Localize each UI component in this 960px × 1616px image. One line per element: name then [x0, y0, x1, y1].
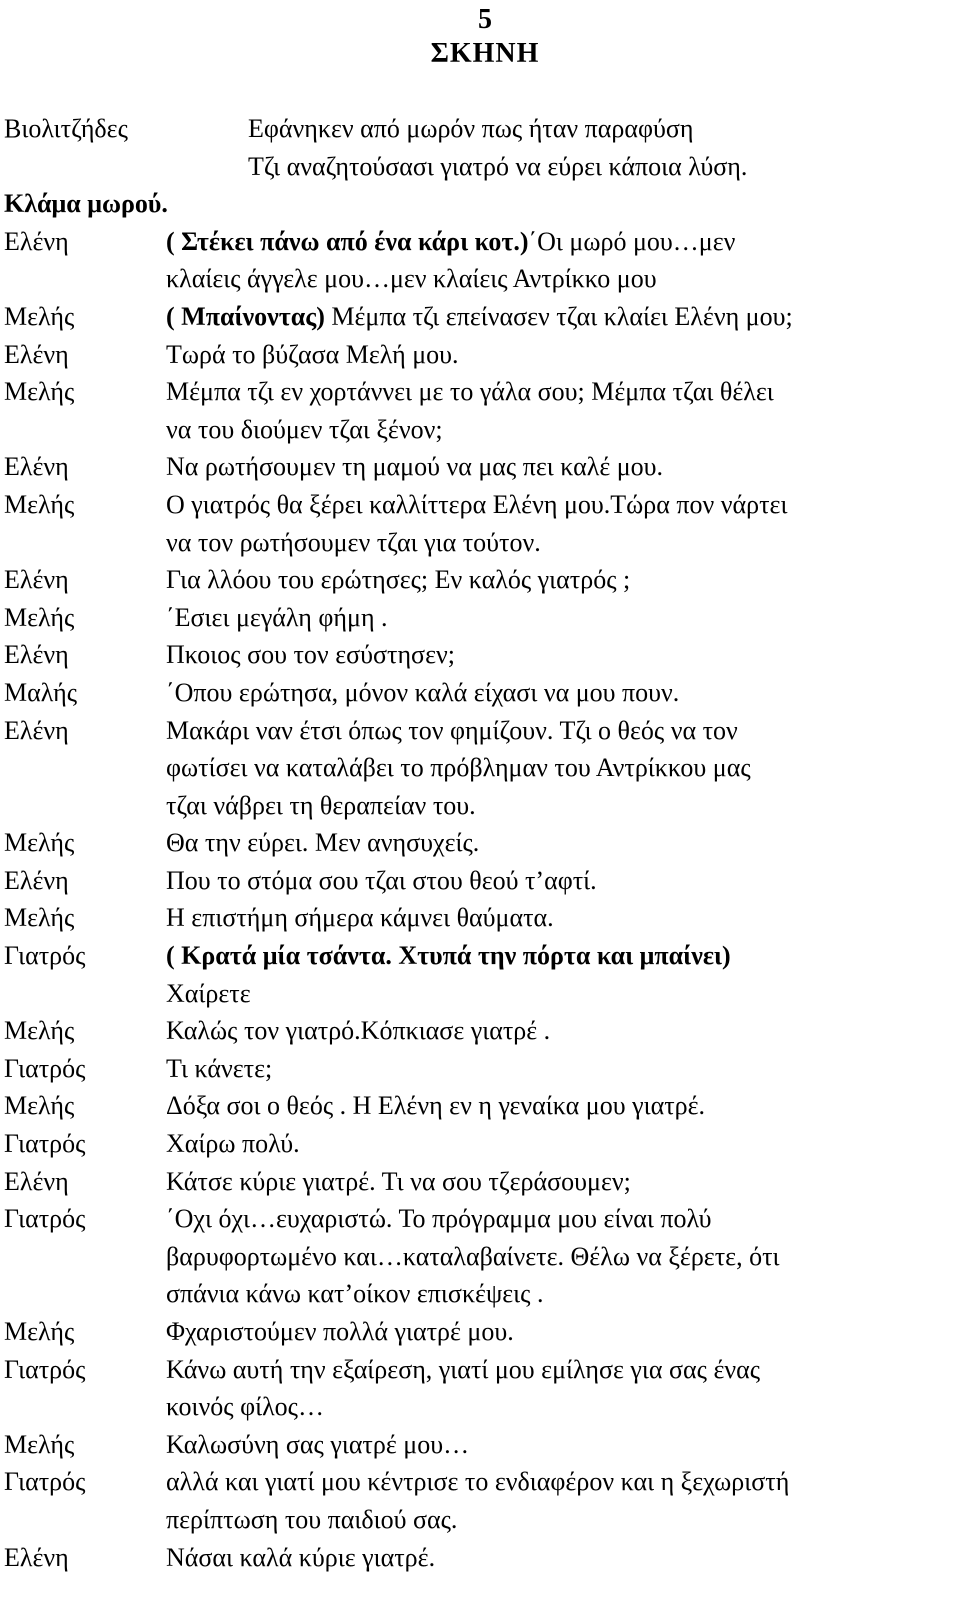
dialogue-line — [166, 1238, 956, 1276]
dialogue-text: κλαίεις άγγελε μου…μεν κλαίεις Αντρίκκο μου — [166, 264, 657, 294]
speaker-name: Γιατρός — [4, 1467, 86, 1497]
dialogue-text: Χαίρετε — [166, 978, 251, 1008]
dialogue-text: Καλωσύνη σας γιατρέ μου… — [166, 1429, 470, 1459]
dialogue-line — [166, 223, 956, 261]
dialogue-line — [166, 1539, 956, 1577]
dialogue-lines — [166, 373, 956, 448]
dialogue-entry — [4, 712, 956, 825]
dialogue-text: βαρυφορτωμένο και…καταλαβαίνετε. Θέλω να ξέρετε, ότι — [166, 1241, 780, 1271]
dialogue-entry — [4, 448, 956, 486]
dialogue-lines — [166, 1351, 956, 1426]
dialogue-lines — [166, 298, 956, 336]
dialogue-line — [166, 1200, 956, 1238]
dialogue-line — [166, 636, 956, 674]
dialogue-line — [166, 1313, 956, 1351]
scene-title: ΣΚΗΝΗ — [430, 38, 540, 69]
dialogue-entry — [4, 862, 956, 900]
dialogue-line — [166, 1050, 956, 1088]
dialogue-text: τζαι νάβρει τη θεραπείαν του. — [166, 790, 476, 820]
speaker-name: Ελένη — [4, 1542, 69, 1572]
dialogue-line — [166, 1501, 956, 1539]
speaker-name: Μελής — [4, 1091, 75, 1121]
dialogue-lines — [166, 1087, 956, 1125]
stage-direction-inline: ( Μπαίνοντας) — [166, 301, 325, 331]
dialogue-text: Η επιστήμη σήμερα κάμνει θαύματα. — [166, 903, 554, 933]
dialogue-entry — [4, 824, 956, 862]
speaker-name: Βιολιτζήδες — [4, 114, 128, 143]
dialogue-line — [166, 1351, 956, 1389]
dialogue-text: Κάτσε κύριε γιατρέ. Τι να σου τζεράσουμεν; — [166, 1166, 631, 1196]
dialogue-line — [166, 899, 956, 937]
dialogue-line — [166, 1125, 956, 1163]
dialogue-entry — [4, 373, 956, 448]
dialogue-line — [166, 448, 956, 486]
dialogue-line — [166, 336, 956, 374]
dialogue-line — [166, 1087, 956, 1125]
dialogue-entry — [4, 1087, 956, 1125]
dialogue-entry — [4, 1050, 956, 1088]
dialogue-text: Τωρά το βύζασα Μελή μου. — [166, 339, 459, 369]
dialogue-entry — [4, 1313, 956, 1351]
dialogue-lines — [166, 599, 956, 637]
dialogue-text: Φχαριστούμεν πολλά γιατρέ μου. — [166, 1317, 514, 1346]
dialogue-line — [166, 411, 956, 449]
dialogue-line — [166, 1426, 956, 1464]
dialogue-text: περίπτωση του παιδιού σας. — [166, 1504, 458, 1534]
script-body — [4, 110, 956, 1576]
speaker-name: Ελένη — [4, 1166, 69, 1196]
dialogue-lines — [166, 1313, 956, 1351]
dialogue-lines — [166, 486, 956, 561]
dialogue-text: να τον ρωτήσουμεν τζαι για τούτον. — [166, 527, 541, 557]
dialogue-lines — [166, 1463, 956, 1538]
dialogue-text: Καλώς τον γιατρό.Κόπκιασε γιατρέ . — [166, 1016, 551, 1046]
dialogue-text: Νάσαι καλά κύριε γιατρέ. — [166, 1542, 436, 1572]
dialogue-entry — [4, 636, 956, 674]
dialogue-lines — [166, 674, 956, 712]
speaker-name: Ελένη — [4, 640, 69, 670]
dialogue-lines — [166, 448, 956, 486]
dialogue-text: φωτίσει να καταλάβει το πρόβλημαν του Αντρίκκου μας — [166, 753, 751, 783]
dialogue-text: Για λλόου του ερώτησες; Εν καλός γιατρός ; — [166, 565, 631, 595]
dialogue-line — [166, 1388, 956, 1426]
dialogue-text: Τι κάνετε; — [166, 1053, 273, 1083]
dialogue-text: Μέμπα τζι εν χορτάννει με το γάλα σου; Μέμπα τζαι θέλει — [166, 377, 774, 407]
dialogue-entry — [4, 1426, 956, 1464]
dialogue-lines — [166, 1163, 956, 1201]
dialogue-line — [166, 298, 956, 336]
speaker-name: Μελής — [4, 903, 75, 933]
speaker-name: Ελένη — [4, 339, 69, 369]
page-number: 5 — [478, 4, 492, 35]
speaker-name: Μαλής — [4, 677, 78, 707]
speaker-name: Γιατρός — [4, 1129, 86, 1159]
dialogue-entry — [4, 1351, 956, 1426]
dialogue-line — [166, 524, 956, 562]
dialogue-entry — [4, 1463, 956, 1538]
dialogue-lines — [166, 862, 956, 900]
dialogue-line — [166, 787, 956, 825]
speaker-name: Γιατρός — [4, 1053, 86, 1083]
dialogue-lines — [166, 937, 956, 1012]
dialogue-text: ΄Οι μωρό μου…μεν — [528, 226, 736, 256]
dialogue-entry — [4, 1200, 956, 1313]
dialogue-lines — [166, 1426, 956, 1464]
dialogue-text: Να ρωτήσουμεν τη μαμού να μας πει καλέ μου. — [166, 452, 664, 482]
dialogue-lines — [166, 1125, 956, 1163]
dialogue-lines — [166, 1200, 956, 1313]
speaker-name: Ελένη — [4, 452, 69, 482]
dialogue-text: Μακάρι ναν έτσι όπως τον φημίζουν. Τζι ο θεός να τον — [166, 715, 738, 745]
dialogue-text: Πκοιος σου τον εσύστησεν; — [166, 640, 455, 670]
dialogue-line — [166, 1275, 956, 1313]
speaker-name: Μελής — [4, 828, 75, 858]
speaker-name: Μελής — [4, 377, 75, 407]
dialogue-line — [248, 110, 956, 148]
dialogue-line — [166, 1012, 956, 1050]
speaker-name: Μελής — [4, 1429, 75, 1459]
dialogue-entry — [4, 298, 956, 336]
dialogue-lines — [166, 336, 956, 374]
speaker-name: Ελένη — [4, 715, 69, 745]
dialogue-line — [166, 486, 956, 524]
dialogue-text: Τζι αναζητούσασι γιατρό να εύρει κάποια λύση. — [248, 151, 748, 181]
dialogue-text: Μέμπα τζι επείνασεν τζαι κλαίει Ελένη μου; — [324, 301, 793, 331]
speaker-name: Ελένη — [4, 865, 69, 895]
dialogue-line — [166, 975, 956, 1013]
dialogue-line — [166, 373, 956, 411]
speaker-name: Μελής — [4, 489, 75, 519]
speaker-name: Ελένη — [4, 565, 69, 595]
dialogue-line — [166, 260, 956, 298]
speaker-name: Γιατρός — [4, 941, 86, 971]
speaker-name: Μελής — [4, 602, 75, 632]
stage-direction-inline: ( Στέκει πάνω από ένα κάρι κοτ.) — [166, 226, 529, 256]
dialogue-text: Κάνω αυτή την εξαίρεση, γιατί μου εμίλησε για σας ένας — [166, 1354, 761, 1384]
stage-direction-inline: ( Κρατά μία τσάντα. Χτυπά την πόρτα και μπαίνει) — [166, 941, 731, 971]
dialogue-entry — [4, 1125, 956, 1163]
dialogue-text: ΄Οχι όχι…ευχαριστώ. Το πρόγραμμα μου είναι πολύ — [166, 1204, 712, 1234]
dialogue-text: Ο γιατρός θα ξέρει καλλίττερα Ελένη μου.Τώρα πον νάρτει — [166, 489, 788, 519]
dialogue-line — [166, 749, 956, 787]
dialogue-line — [166, 599, 956, 637]
dialogue-text: Χαίρω πολύ. — [166, 1129, 300, 1159]
dialogue-lines — [166, 1050, 956, 1088]
dialogue-entry — [4, 223, 956, 298]
dialogue-text: ΄Οπου ερώτησα, μόνον καλά είχασι να μου πουν. — [166, 677, 680, 707]
dialogue-text: Δόξα σοι ο θεός . Η Ελένη εν η γεναίκα μου γιατρέ. — [166, 1091, 706, 1121]
dialogue-lines — [248, 110, 956, 185]
dialogue-lines — [166, 1012, 956, 1050]
speaker-name: Μελής — [4, 1317, 75, 1346]
speaker-name: Γιατρός — [4, 1354, 86, 1384]
dialogue-line — [166, 712, 956, 750]
dialogue-lines — [166, 1539, 956, 1577]
speaker-name: Μελής — [4, 301, 75, 331]
dialogue-entry — [4, 1539, 956, 1577]
dialogue-text: σπάνια κάνω κατ’οίκον επισκέψεις . — [166, 1279, 544, 1309]
stage-direction — [4, 185, 956, 223]
dialogue-lines — [166, 824, 956, 862]
dialogue-text: ΄Εσιει μεγάλη φήμη . — [166, 602, 388, 632]
dialogue-entry — [4, 937, 956, 1012]
dialogue-text: κοινός φίλος… — [166, 1392, 324, 1422]
dialogue-line — [166, 1463, 956, 1501]
stage-direction-text: Κλάμα μωρού. — [4, 189, 168, 219]
dialogue-text: να του διούμεν τζαι ξένον; — [166, 414, 443, 444]
dialogue-text: αλλά και γιατί μου κέντρισε το ενδιαφέρον και η ξεχωριστή — [166, 1467, 790, 1497]
dialogue-text: Που το στόμα σου τζαι στου θεού τ’αφτί. — [166, 865, 597, 895]
dialogue-lines — [166, 561, 956, 599]
dialogue-entry — [4, 1163, 956, 1201]
dialogue-lines — [166, 712, 956, 825]
speaker-name: Μελής — [4, 1016, 75, 1046]
dialogue-entry — [4, 336, 956, 374]
speaker-name: Γιατρός — [4, 1204, 86, 1234]
dialogue-entry — [4, 674, 956, 712]
dialogue-entry — [4, 561, 956, 599]
dialogue-lines — [166, 223, 956, 298]
dialogue-entry — [4, 110, 956, 185]
dialogue-line — [166, 1163, 956, 1201]
dialogue-lines — [166, 899, 956, 937]
dialogue-entry — [4, 1012, 956, 1050]
dialogue-line — [248, 148, 956, 186]
dialogue-line — [166, 862, 956, 900]
dialogue-line — [166, 561, 956, 599]
speaker-name: Ελένη — [4, 226, 69, 256]
dialogue-line — [166, 937, 956, 975]
dialogue-entry — [4, 486, 956, 561]
dialogue-text: Θα την εύρει. Μεν ανησυχείς. — [166, 828, 480, 858]
dialogue-text: Εφάνηκεν από μωρόν πως ήταν παραφύση — [248, 114, 694, 143]
dialogue-entry — [4, 899, 956, 937]
dialogue-line — [166, 824, 956, 862]
dialogue-line — [166, 674, 956, 712]
dialogue-entry — [4, 599, 956, 637]
dialogue-lines — [166, 636, 956, 674]
